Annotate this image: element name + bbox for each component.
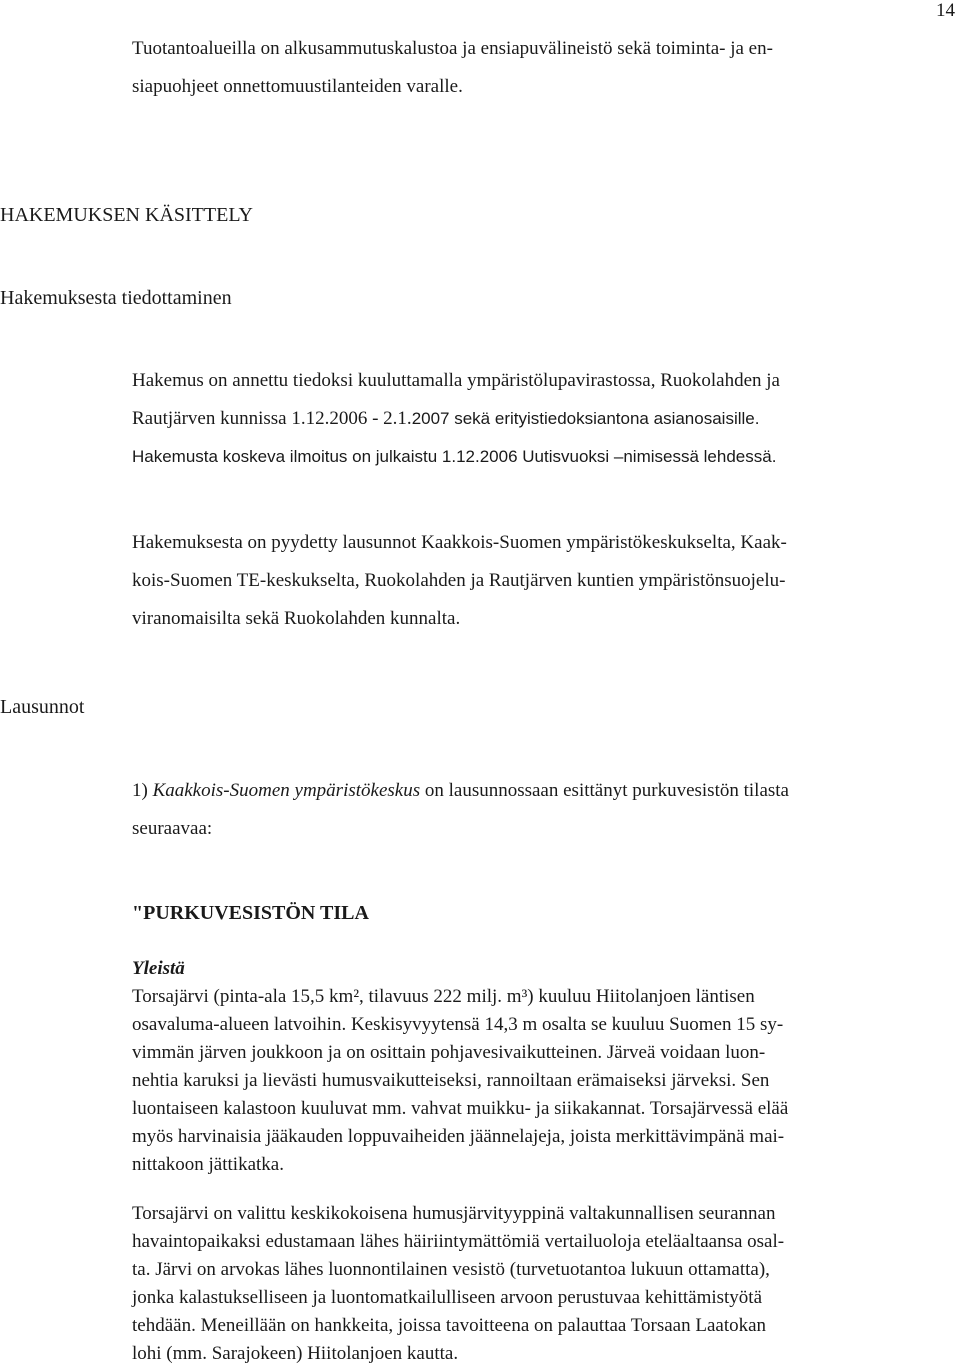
subheading-statements: Lausunnot — [0, 696, 85, 718]
notification-text-sans: 2007 sekä erityistiedoksiantona asianosaisille. — [411, 409, 760, 428]
section-heading: HAKEMUKSEN KÄSITTELY — [0, 204, 253, 226]
general-line: luontaiseen kalastoon kuuluvat mm. vahvat muikku- ja siikakannat. Torsajärvessä elää — [132, 1098, 789, 1119]
general-line: nittakoon jättikatka. — [132, 1154, 284, 1175]
general-line: Torsajärvi (pinta-ala 15,5 km², tilavuus 222 milj. m³) kuuluu Hiitolanjoen läntisen — [132, 986, 755, 1007]
general-line: osavaluma-alueen latvoihin. Keskisyvyytensä 14,3 m osalta se kuuluu Suomen 15 sy- — [132, 1014, 784, 1035]
request-line: kois-Suomen TE-keskukselta, Ruokolahden ja Rautjärven kuntien ympäristönsuojelu- — [132, 570, 786, 591]
observation-line: ta. Järvi on arvokas lähes luonnontilainen vesistö (turvetuotantoa lukuun ottamatta), — [132, 1259, 770, 1280]
subheading-notification: Hakemuksesta tiedottaminen — [0, 287, 232, 309]
quote-heading: "PURKUVESISTÖN TILA — [132, 902, 369, 924]
statements-request-paragraph — [132, 524, 958, 638]
statement-line: seuraavaa: — [132, 818, 213, 839]
statement-1-paragraph — [132, 772, 958, 848]
observation-line: lohi (mm. Sarajokeen) Hiitolanjoen kautta. — [132, 1343, 459, 1364]
statement-line — [132, 772, 958, 810]
request-line: viranomaisilta sekä Ruokolahden kunnalta. — [132, 608, 461, 629]
observation-line: havaintopaikaksi edustamaan lähes häiriintymättömiä vertailuoloja eteläaltaansa osal- — [132, 1231, 785, 1252]
notification-line — [132, 400, 958, 438]
general-line: vimmän järven joukkoon ja on osittain pohjavesivaikutteinen. Järveä voidaan luon- — [132, 1042, 766, 1063]
general-line: nehtia karuksi ja lievästi humusvaikutteiseksi, rannoiltaan erämaiseksi järveksi. Sen — [132, 1070, 770, 1091]
quote-subheading: Yleistä — [132, 958, 185, 979]
general-paragraph — [132, 983, 958, 1179]
intro-line: Tuotantoalueilla on alkusammutuskalustoa ja ensiapuvälineistö sekä toiminta- ja en- — [132, 38, 773, 59]
observation-paragraph — [132, 1200, 958, 1368]
observation-line: jonka kalastukselliseen ja luontomatkailulliseen arvoon perustuvaa kehittämistyötä — [132, 1287, 763, 1308]
notification-line: Hakemusta koskeva ilmoitus on julkaistu 1.12.2006 Uutisvuoksi –nimisessä lehdessä. — [132, 447, 777, 466]
request-line: Hakemuksesta on pyydetty lausunnot Kaakkois-Suomen ympäristökeskukselta, Kaak- — [132, 532, 787, 553]
observation-line: tehdään. Meneillään on hankkeita, joissa tavoitteena on palauttaa Torsaan Laatokan — [132, 1315, 767, 1336]
notification-paragraph — [132, 362, 958, 476]
intro-line: siapuohjeet onnettomuustilanteiden varalle. — [132, 76, 463, 97]
observation-line: Torsajärvi on valittu keskikokoisena humusjärvityyppinä valtakunnallisen seurannan — [132, 1203, 776, 1224]
notification-line: Hakemus on annettu tiedoksi kuuluttamalla ympäristölupavirastossa, Ruokolahden ja — [132, 370, 780, 391]
statement-text: on lausunnossaan esittänyt purkuvesistön tilasta — [420, 780, 789, 801]
page-number: 14 — [936, 0, 955, 21]
statement-authority: Kaakkois-Suomen ympäristökeskus — [152, 780, 421, 801]
notification-text-serif: Rautjärven kunnissa 1.12.2006 - 2.1. — [132, 408, 412, 429]
intro-paragraph — [132, 30, 958, 106]
statement-number: 1) — [132, 780, 153, 801]
general-line: myös harvinaisia jääkauden loppuvaiheiden jäännelajeja, joista merkittävimpänä mai- — [132, 1126, 785, 1147]
